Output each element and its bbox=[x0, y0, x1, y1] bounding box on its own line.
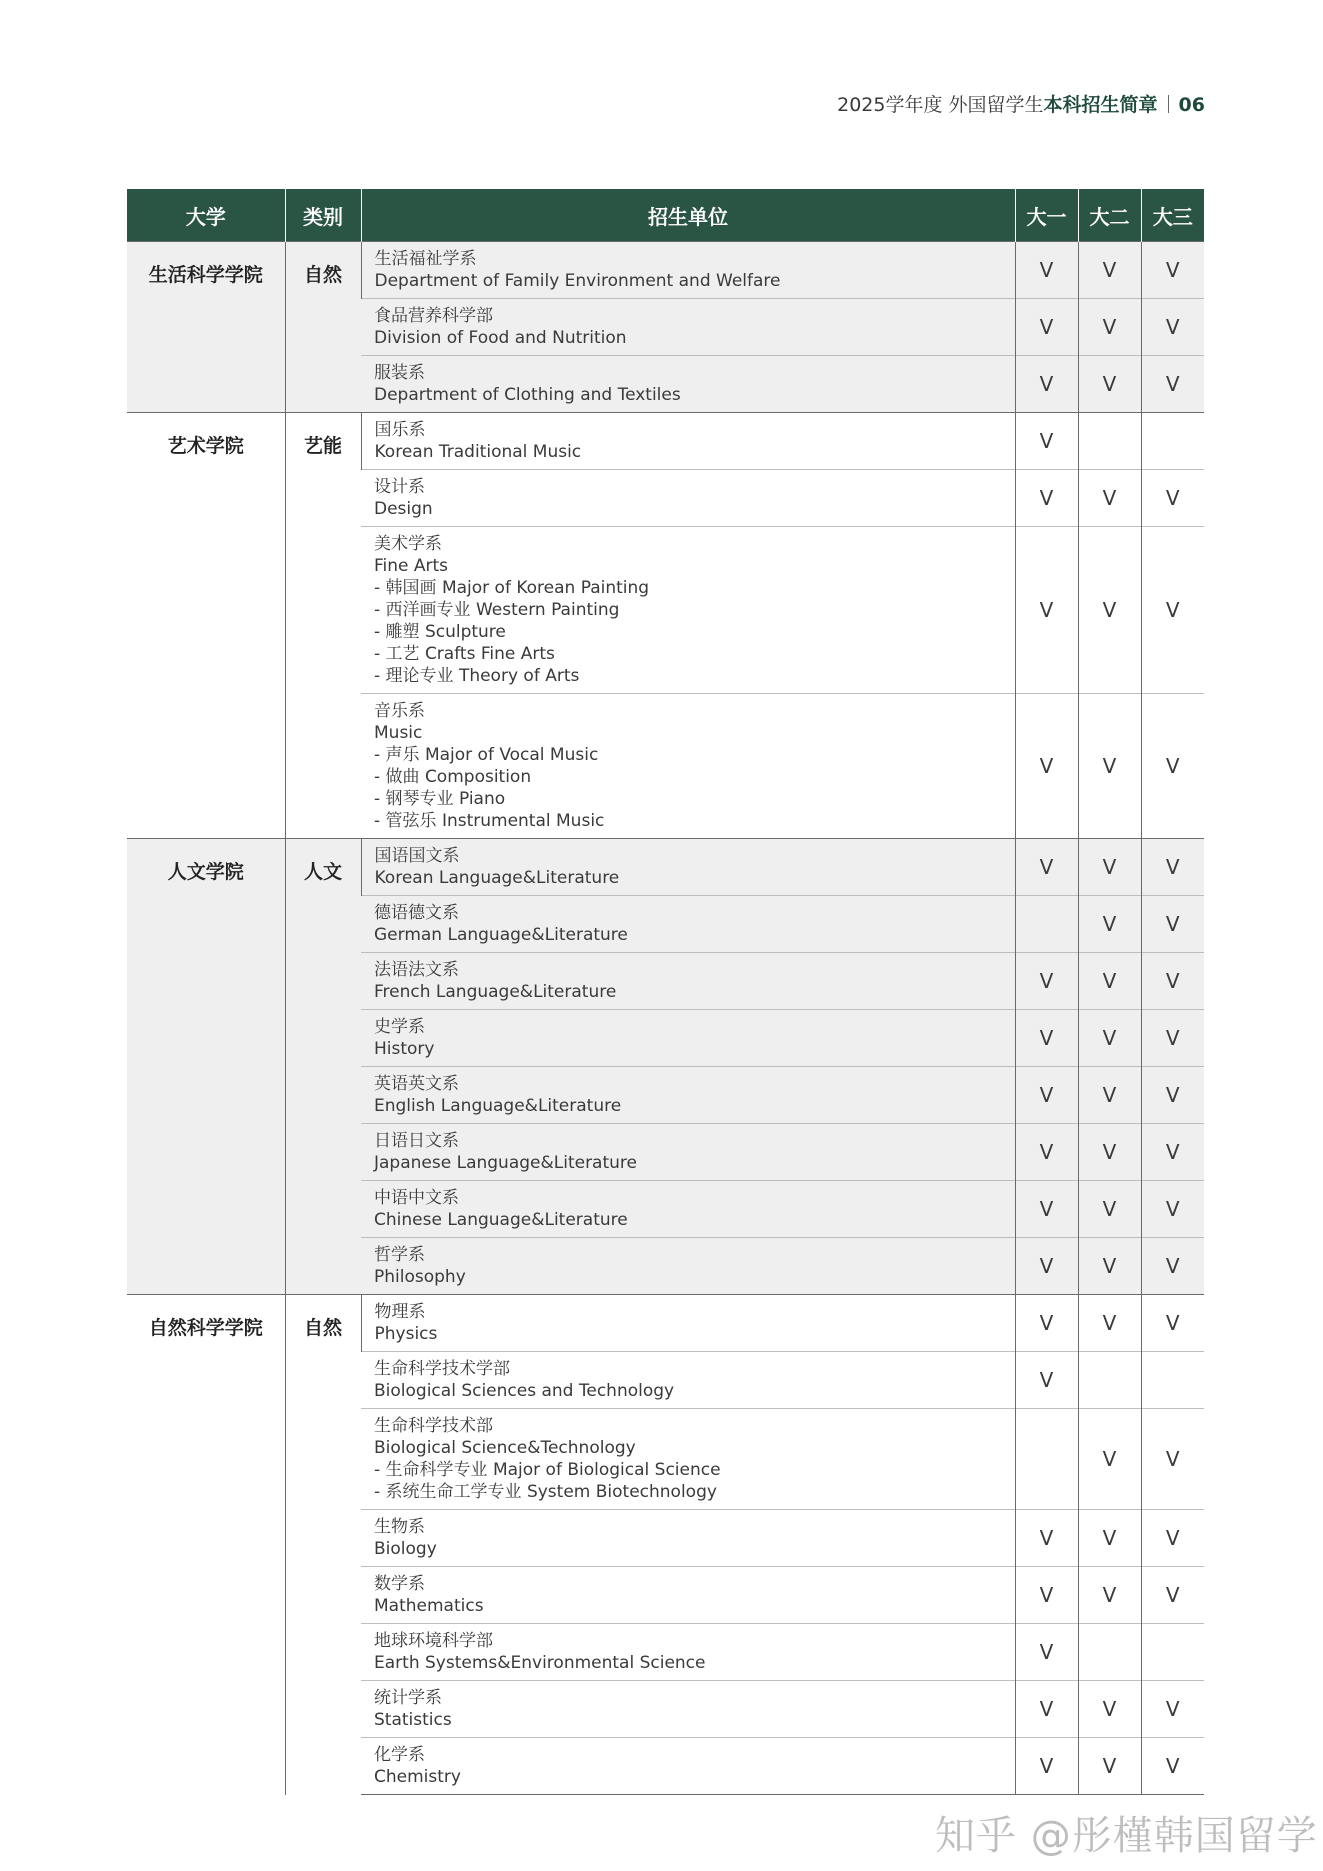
unit-cell bbox=[361, 1352, 1015, 1409]
page-number: 06 bbox=[1178, 94, 1205, 116]
unit-name-en: Music bbox=[374, 723, 423, 743]
unit-cell bbox=[361, 694, 1015, 839]
year1-mark: V bbox=[1015, 1181, 1078, 1238]
year3-mark bbox=[1141, 1352, 1204, 1409]
unit-cell bbox=[361, 1624, 1015, 1681]
category-cell: 自然 bbox=[285, 1295, 361, 1795]
year1-mark: V bbox=[1015, 1238, 1078, 1295]
major-item: - 雕塑 Sculpture bbox=[374, 622, 506, 642]
unit-cell bbox=[361, 1238, 1015, 1295]
year2-mark: V bbox=[1078, 1567, 1141, 1624]
unit-cell bbox=[361, 1010, 1015, 1067]
unit-name-en: Division of Food and Nutrition bbox=[374, 328, 627, 348]
unit-name-zh: 国乐系 bbox=[374, 420, 426, 440]
year3-mark: V bbox=[1141, 1181, 1204, 1238]
year2-mark: V bbox=[1078, 470, 1141, 527]
year1-mark: V bbox=[1015, 953, 1078, 1010]
unit-name-en: Department of Family Environment and Welfare bbox=[374, 271, 781, 291]
university-cell: 人文学院 bbox=[127, 839, 285, 1295]
unit-name-en: Earth Systems&Environmental Science bbox=[374, 1653, 706, 1673]
table-row bbox=[127, 839, 1204, 896]
year3-mark: V bbox=[1141, 1409, 1204, 1510]
unit-cell bbox=[361, 470, 1015, 527]
table-header-row bbox=[127, 189, 1204, 242]
year1-mark: V bbox=[1015, 299, 1078, 356]
year2-mark: V bbox=[1078, 299, 1141, 356]
year2-mark: V bbox=[1078, 953, 1141, 1010]
unit-name-en: German Language&Literature bbox=[374, 925, 628, 945]
year3-mark bbox=[1141, 413, 1204, 470]
unit-cell bbox=[361, 1181, 1015, 1238]
year1-mark: V bbox=[1015, 694, 1078, 839]
year3-mark: V bbox=[1141, 839, 1204, 896]
year3-mark: V bbox=[1141, 1295, 1204, 1352]
unit-name-en: Biological Science&Technology bbox=[374, 1438, 636, 1458]
year3-mark: V bbox=[1141, 694, 1204, 839]
unit-name-en: Philosophy bbox=[374, 1267, 466, 1287]
column-header-unit: 招生单位 bbox=[361, 189, 1015, 242]
unit-cell bbox=[361, 527, 1015, 694]
page-header bbox=[837, 90, 1205, 117]
year2-mark bbox=[1078, 1352, 1141, 1409]
unit-name-zh: 食品营养科学部 bbox=[374, 306, 493, 326]
unit-name-zh: 生活福祉学系 bbox=[374, 249, 477, 269]
unit-name-zh: 美术学系 bbox=[374, 534, 442, 554]
unit-name-en: History bbox=[374, 1039, 435, 1059]
table-row bbox=[127, 413, 1204, 470]
unit-name-zh: 国语国文系 bbox=[374, 846, 460, 866]
admission-table bbox=[127, 189, 1204, 1795]
year1-mark: V bbox=[1015, 356, 1078, 413]
unit-name-en: Mathematics bbox=[374, 1596, 484, 1616]
year3-mark bbox=[1141, 1624, 1204, 1681]
unit-cell bbox=[361, 1067, 1015, 1124]
unit-name-zh: 日语日文系 bbox=[374, 1131, 459, 1151]
header-title: 本科招生简章 bbox=[1043, 94, 1158, 116]
year2-mark: V bbox=[1078, 527, 1141, 694]
header-separator bbox=[1168, 95, 1169, 113]
year3-mark: V bbox=[1141, 242, 1204, 299]
year2-mark bbox=[1078, 413, 1141, 470]
year2-mark: V bbox=[1078, 242, 1141, 299]
unit-name-en: English Language&Literature bbox=[374, 1096, 622, 1116]
major-item: - 管弦乐 Instrumental Music bbox=[374, 811, 605, 831]
category-cell: 自然 bbox=[285, 242, 361, 413]
year2-mark: V bbox=[1078, 1124, 1141, 1181]
category-cell: 人文 bbox=[285, 839, 361, 1295]
major-item: - 生命科学专业 Major of Biological Science bbox=[374, 1460, 721, 1480]
year2-mark: V bbox=[1078, 896, 1141, 953]
university-cell: 生活科学学院 bbox=[127, 242, 285, 413]
year1-mark: V bbox=[1015, 470, 1078, 527]
year1-mark: V bbox=[1015, 1067, 1078, 1124]
unit-name-zh: 物理系 bbox=[374, 1302, 426, 1322]
column-header-year1: 大一 bbox=[1015, 189, 1078, 242]
unit-name-en: Japanese Language&Literature bbox=[374, 1153, 637, 1173]
year3-mark: V bbox=[1141, 1738, 1204, 1795]
year3-mark: V bbox=[1141, 896, 1204, 953]
major-item: - 工艺 Crafts Fine Arts bbox=[374, 644, 555, 664]
year2-mark: V bbox=[1078, 1238, 1141, 1295]
unit-name-zh: 德语德文系 bbox=[374, 903, 459, 923]
unit-name-en: Department of Clothing and Textiles bbox=[374, 385, 681, 405]
unit-cell bbox=[361, 1681, 1015, 1738]
year3-mark: V bbox=[1141, 1067, 1204, 1124]
year1-mark: V bbox=[1015, 1352, 1078, 1409]
year1-mark: V bbox=[1015, 1624, 1078, 1681]
column-header-year2: 大二 bbox=[1078, 189, 1141, 242]
year1-mark: V bbox=[1015, 1510, 1078, 1567]
unit-name-zh: 地球环境科学部 bbox=[374, 1631, 493, 1651]
year2-mark: V bbox=[1078, 356, 1141, 413]
year3-mark: V bbox=[1141, 470, 1204, 527]
year1-mark bbox=[1015, 896, 1078, 953]
unit-cell bbox=[361, 1295, 1015, 1352]
unit-name-zh: 哲学系 bbox=[374, 1245, 425, 1265]
year3-mark: V bbox=[1141, 299, 1204, 356]
unit-name-en: Statistics bbox=[374, 1710, 452, 1730]
year3-mark: V bbox=[1141, 1681, 1204, 1738]
major-item: - 声乐 Major of Vocal Music bbox=[374, 745, 599, 765]
year2-mark bbox=[1078, 1624, 1141, 1681]
university-cell: 艺术学院 bbox=[127, 413, 285, 839]
year2-mark: V bbox=[1078, 1409, 1141, 1510]
unit-cell bbox=[361, 299, 1015, 356]
major-item: - 做曲 Composition bbox=[374, 767, 532, 787]
university-cell: 自然科学学院 bbox=[127, 1295, 285, 1795]
year1-mark: V bbox=[1015, 1124, 1078, 1181]
unit-cell bbox=[361, 1567, 1015, 1624]
unit-name-zh: 设计系 bbox=[374, 477, 425, 497]
unit-name-zh: 史学系 bbox=[374, 1017, 425, 1037]
unit-name-zh: 生命科学技术学部 bbox=[374, 1359, 510, 1379]
unit-name-zh: 生命科学技术部 bbox=[374, 1416, 493, 1436]
unit-name-zh: 统计学系 bbox=[374, 1688, 442, 1708]
unit-name-en: Biological Sciences and Technology bbox=[374, 1381, 675, 1401]
year3-mark: V bbox=[1141, 527, 1204, 694]
year1-mark: V bbox=[1015, 413, 1078, 470]
unit-name-zh: 音乐系 bbox=[374, 701, 425, 721]
watermark: 知乎 @彤槿韩国留学 bbox=[935, 1813, 1318, 1859]
unit-cell bbox=[361, 896, 1015, 953]
year3-mark: V bbox=[1141, 356, 1204, 413]
column-header-university: 大学 bbox=[127, 189, 285, 242]
year1-mark bbox=[1015, 1409, 1078, 1510]
year3-mark: V bbox=[1141, 1238, 1204, 1295]
year2-mark: V bbox=[1078, 1181, 1141, 1238]
year2-mark: V bbox=[1078, 839, 1141, 896]
table-body bbox=[127, 242, 1204, 1795]
year2-mark: V bbox=[1078, 1510, 1141, 1567]
year2-mark: V bbox=[1078, 694, 1141, 839]
table-row bbox=[127, 1295, 1204, 1352]
year1-mark: V bbox=[1015, 1681, 1078, 1738]
unit-name-en: Fine Arts bbox=[374, 556, 449, 576]
unit-name-en: Korean Traditional Music bbox=[374, 442, 582, 462]
year1-mark: V bbox=[1015, 527, 1078, 694]
year3-mark: V bbox=[1141, 1567, 1204, 1624]
year1-mark: V bbox=[1015, 1738, 1078, 1795]
unit-name-en: Physics bbox=[374, 1324, 438, 1344]
unit-name-en: Biology bbox=[374, 1539, 437, 1559]
year3-mark: V bbox=[1141, 953, 1204, 1010]
unit-name-zh: 中语中文系 bbox=[374, 1188, 459, 1208]
year2-mark: V bbox=[1078, 1010, 1141, 1067]
header-prefix: 2025学年度 外国留学生 bbox=[837, 94, 1044, 116]
unit-name-zh: 英语英文系 bbox=[374, 1074, 459, 1094]
year2-mark: V bbox=[1078, 1681, 1141, 1738]
unit-name-zh: 化学系 bbox=[374, 1745, 425, 1765]
unit-cell bbox=[361, 1124, 1015, 1181]
major-item: - 韩国画 Major of Korean Painting bbox=[374, 578, 650, 598]
major-item: - 西洋画专业 Western Painting bbox=[374, 600, 620, 620]
unit-name-zh: 数学系 bbox=[374, 1574, 425, 1594]
unit-name-en: Korean Language&Literature bbox=[374, 868, 620, 888]
unit-cell bbox=[361, 1409, 1015, 1510]
year3-mark: V bbox=[1141, 1010, 1204, 1067]
year1-mark: V bbox=[1015, 839, 1078, 896]
major-item: - 理论专业 Theory of Arts bbox=[374, 666, 580, 686]
year2-mark: V bbox=[1078, 1067, 1141, 1124]
category-cell: 艺能 bbox=[285, 413, 361, 839]
column-header-category: 类别 bbox=[285, 189, 361, 242]
major-item: - 系统生命工学专业 System Biotechnology bbox=[374, 1482, 717, 1502]
column-header-year3: 大三 bbox=[1141, 189, 1204, 242]
year3-mark: V bbox=[1141, 1124, 1204, 1181]
unit-name-en: Chinese Language&Literature bbox=[374, 1210, 628, 1230]
unit-cell bbox=[361, 953, 1015, 1010]
year1-mark: V bbox=[1015, 242, 1078, 299]
year1-mark: V bbox=[1015, 1295, 1078, 1352]
unit-cell bbox=[361, 413, 1015, 470]
year2-mark: V bbox=[1078, 1295, 1141, 1352]
unit-cell bbox=[361, 839, 1015, 896]
unit-cell bbox=[361, 1510, 1015, 1567]
year1-mark: V bbox=[1015, 1010, 1078, 1067]
unit-name-zh: 生物系 bbox=[374, 1517, 425, 1537]
unit-cell bbox=[361, 1738, 1015, 1795]
unit-name-en: Chemistry bbox=[374, 1767, 461, 1787]
year1-mark: V bbox=[1015, 1567, 1078, 1624]
major-item: - 钢琴专业 Piano bbox=[374, 789, 506, 809]
year3-mark: V bbox=[1141, 1510, 1204, 1567]
unit-name-en: French Language&Literature bbox=[374, 982, 617, 1002]
unit-name-zh: 服装系 bbox=[374, 363, 425, 383]
unit-name-zh: 法语法文系 bbox=[374, 960, 459, 980]
unit-cell bbox=[361, 242, 1015, 299]
unit-cell bbox=[361, 356, 1015, 413]
unit-name-en: Design bbox=[374, 499, 433, 519]
year2-mark: V bbox=[1078, 1738, 1141, 1795]
table-row bbox=[127, 242, 1204, 299]
